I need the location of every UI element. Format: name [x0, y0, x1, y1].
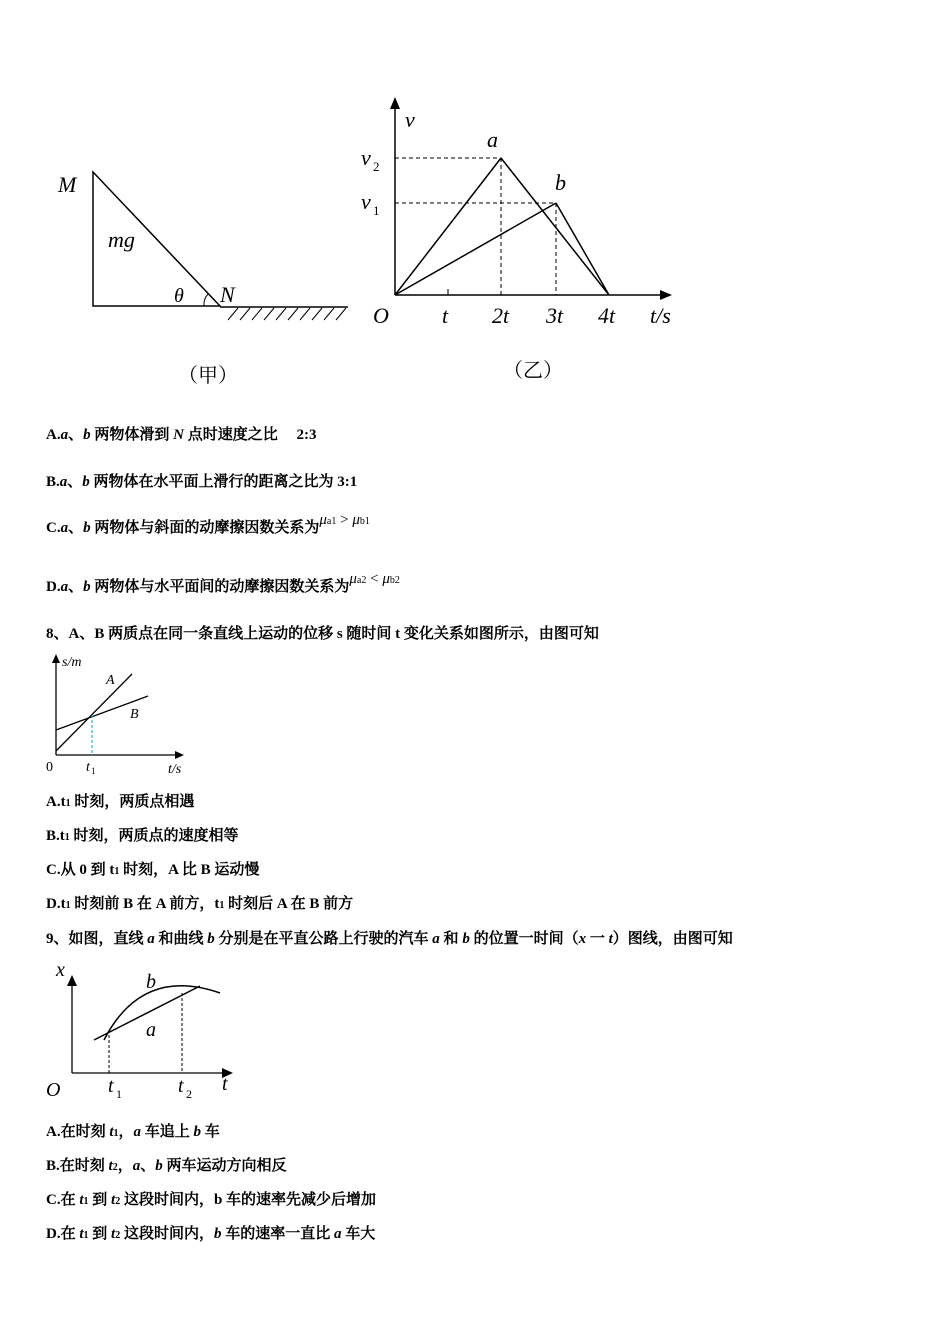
label-t: t	[442, 303, 449, 328]
label-t1-sub: 1	[91, 766, 96, 776]
q8-stem: 8、A、B 两质点在同一条直线上运动的位移 s 随时间 t 变化关系如图所示，由图可知	[46, 626, 599, 642]
label-2t: 2t	[492, 303, 510, 328]
label-t2-sub: 2	[186, 1087, 192, 1101]
line-a-up	[395, 158, 501, 295]
q7-option-b: B.a、b 两物体在水平面上滑行的距离之比为 3:1	[46, 474, 358, 490]
q8-option-b: B.t1 时刻，两质点的速度相等	[46, 828, 239, 844]
label-mg: mg	[108, 227, 135, 252]
q9-stem: 9、如图，直线 a 和曲线 b 分别是在平直公路上行驶的汽车 a 和 b 的位置一时间（x 一 t）图线，由图可知	[46, 931, 733, 947]
q8-option-a: A.t1 时刻，两质点相遇	[46, 794, 195, 810]
label-t1: t	[108, 1075, 114, 1097]
q7-option-d: D.a、b 两物体与水平面间的动摩擦因数关系为μa2 < μb2	[46, 571, 400, 595]
label-a: a	[487, 127, 498, 152]
label-s: s/m	[62, 655, 82, 670]
q8-option-c: C.从 0 到 t1 时刻，A 比 B 运动慢	[46, 862, 260, 878]
line-b-down	[556, 203, 609, 295]
label-v2-sub: 2	[373, 159, 380, 174]
label-b: b	[555, 170, 566, 195]
figure-incline	[50, 160, 360, 400]
x-axis-arrow	[67, 975, 77, 986]
label-v2: v	[361, 145, 371, 170]
caption-yi: （乙）	[503, 360, 563, 382]
label-t: t	[222, 1073, 228, 1095]
label-t2: t	[178, 1075, 184, 1097]
label-t1-sub: 1	[116, 1087, 122, 1101]
label-x: x	[56, 959, 65, 981]
q9-xt-graph	[42, 958, 242, 1106]
q7-option-c: C.a、b 两物体与斜面的动摩擦因数关系为μa1 > μb1	[46, 512, 370, 536]
q8-st-graph	[40, 648, 200, 780]
v-axis-arrow	[390, 97, 400, 109]
label-v: v	[405, 107, 415, 132]
t-axis-arrow	[660, 290, 672, 300]
label-v1-sub: 1	[373, 203, 380, 218]
label-t-axis: t/s	[168, 762, 182, 777]
label-O: O	[46, 1079, 61, 1101]
label-3t: 3t	[546, 303, 564, 328]
t-axis-arrow	[175, 751, 184, 759]
label-theta: θ	[174, 285, 184, 307]
ground-hatch	[228, 308, 346, 320]
guide-dashes	[395, 158, 556, 295]
angle-arc	[204, 294, 208, 306]
label-a: a	[146, 1019, 156, 1041]
label-O: O	[373, 303, 389, 328]
label-v1: v	[361, 189, 371, 214]
curve-b	[104, 986, 220, 1040]
line-A	[56, 674, 132, 751]
q7-option-a: A.a、b 两物体滑到 N 点时速度之比 2:3	[46, 427, 317, 443]
q8-option-d: D.t1 时刻前 B 在 A 前方，t1 时刻后 A 在 B 前方	[46, 896, 354, 912]
label-0: 0	[46, 760, 53, 775]
label-b: b	[146, 971, 156, 993]
q9-option-a: A.在时刻 t1，a 车追上 b 车	[46, 1124, 220, 1140]
label-N: N	[220, 282, 235, 307]
q9-option-d: D.在 t1 到 t2 这段时间内，b 车的速率一直比 a 车大	[46, 1226, 376, 1242]
label-B: B	[130, 707, 139, 722]
label-A: A	[106, 673, 115, 688]
s-axis-arrow	[52, 654, 60, 663]
q9-option-b: B.在时刻 t2，a、b 两车运动方向相反	[46, 1158, 287, 1174]
label-t1: t	[86, 760, 90, 775]
label-4t: 4t	[598, 303, 616, 328]
figure-vt-graph	[355, 95, 685, 390]
line-b-up	[395, 203, 556, 295]
label-t-axis: t/s	[650, 303, 671, 328]
q9-option-c: C.在 t1 到 t2 这段时间内，b 车的速率先减少后增加	[46, 1192, 377, 1208]
caption-jia: （甲）	[178, 365, 238, 387]
label-M: M	[58, 172, 77, 197]
